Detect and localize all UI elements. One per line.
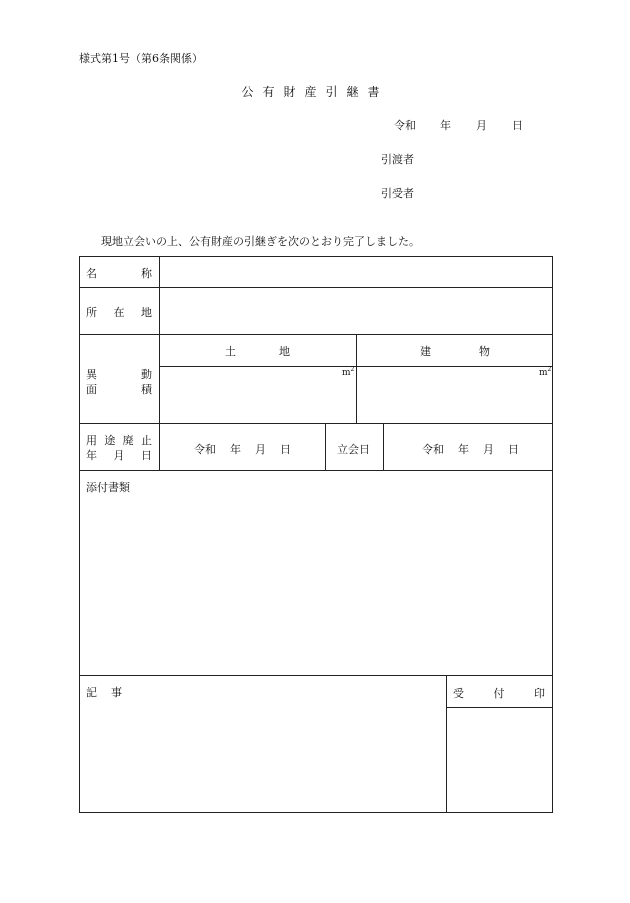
abolition-date[interactable]: 令和 年 月 日 — [194, 443, 291, 456]
receipt-stamp-label: 受 付 印 — [453, 687, 545, 700]
form-number: 様式第1号（第6条関係） — [79, 52, 203, 65]
date-year: 年 — [440, 119, 451, 132]
date-divider — [383, 423, 384, 470]
receipt-stamp-area[interactable] — [447, 708, 551, 811]
notes-field[interactable] — [81, 702, 444, 811]
attachments-label: 添付書類 — [86, 481, 130, 494]
notes-label: 記 事 — [86, 686, 122, 699]
row-divider — [80, 470, 552, 471]
change-area-label-line-1: 異 動 — [86, 368, 152, 381]
name-field[interactable] — [160, 258, 551, 286]
inspection-date-label: 立会日 — [337, 443, 370, 456]
transfer-form-table — [79, 256, 553, 813]
row-divider — [80, 423, 552, 424]
row-divider — [80, 675, 552, 676]
transferor-label: 引渡者 — [381, 153, 414, 166]
intro-text: 現地立会いの上、公有財産の引継ぎを次のとおり完了しました。 — [101, 235, 420, 248]
land-area-unit: $m^2$ — [342, 366, 355, 378]
attachments-field[interactable] — [81, 497, 551, 673]
row-divider — [80, 334, 552, 335]
building-header: 建 物 — [420, 345, 490, 358]
transferee-label: 引受者 — [381, 187, 414, 200]
abolition-label-line-1: 用 途 廃 止 — [86, 434, 152, 447]
name-label: 名 称 — [86, 267, 152, 280]
document-title: 公有財産引継書 — [241, 85, 389, 99]
building-area-unit: $m^2$ — [539, 366, 552, 378]
land-area-field[interactable] — [160, 367, 355, 422]
date-day: 日 — [512, 119, 523, 132]
date-divider — [325, 423, 326, 470]
date-era: 令和 — [394, 119, 416, 132]
building-area-field[interactable] — [357, 367, 551, 422]
land-header: 土 地 — [225, 345, 290, 358]
inspection-date[interactable]: 令和 年 月 日 — [422, 443, 519, 456]
abolition-label-line-2: 年 月 日 — [86, 449, 152, 462]
location-field[interactable] — [160, 288, 551, 333]
location-label: 所 在 地 — [86, 306, 152, 319]
date-month: 月 — [476, 119, 487, 132]
change-area-label-line-2: 面 積 — [86, 383, 152, 396]
